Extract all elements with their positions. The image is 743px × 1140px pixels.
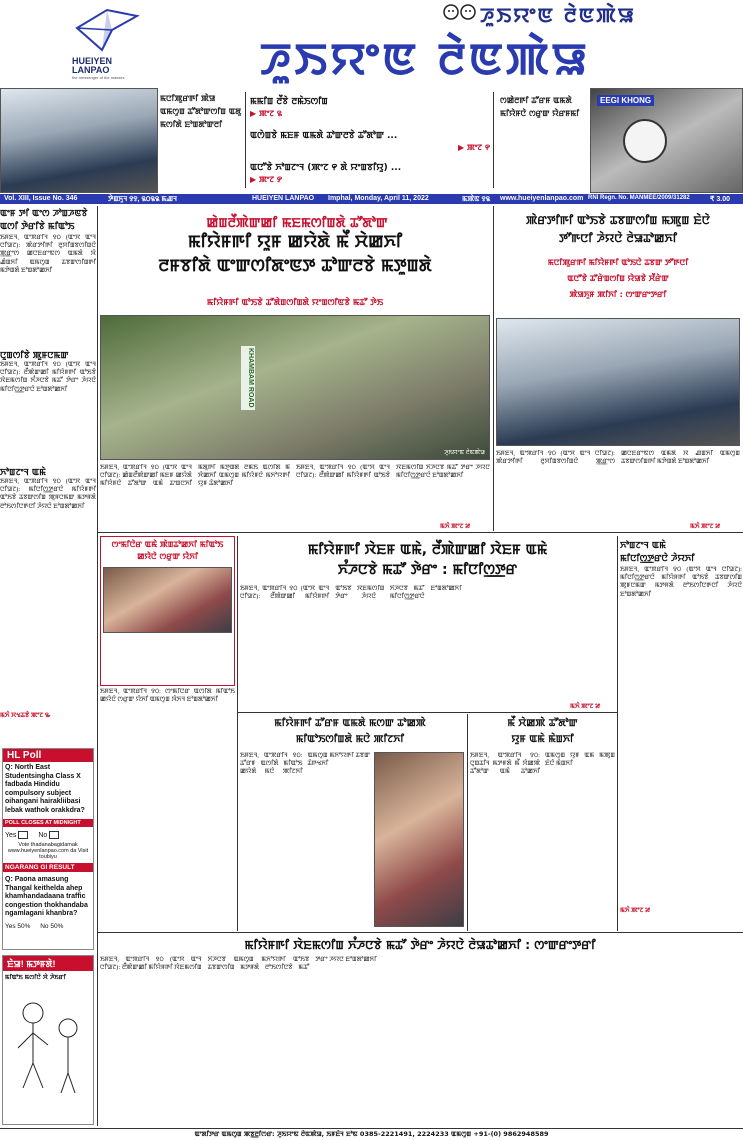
paper-bird-logo-icon xyxy=(72,8,142,52)
right-headline-1: ꯈꯣꯡꯖꯦꯜ ꯑꯃꯥ xyxy=(620,541,666,551)
lead-photo xyxy=(100,315,490,460)
award-headline-1: ꯃꯤꯌꯥꯝꯒꯤ ꯊꯧꯔꯝ ꯑꯃꯗꯥ ꯃꯁꯛ ꯊꯣꯀꯄꯥ xyxy=(274,718,426,729)
lead-body-cont: ꯏꯝꯐꯥꯜ, ꯑꯦꯞꯔꯤꯜ ꯱꯰ (ꯑꯦꯆ ꯑꯦꯜ ꯅꯤꯎꯖ): ꯂꯩꯄꯥꯛꯀꯤ ꯃꯤꯌꯥꯝꯒꯤ ꯑꯣꯏꯕꯥ ꯋꯥꯐꯃꯁꯤꯡ ꯈꯪꯍꯅꯕꯥ ꯃꯊꯧ ꯇꯥꯔꯦ ꯍꯥꯌꯅꯥ ꯃꯤꯅꯤꯁ꯭ꯇꯔꯅꯥ ꯐꯣꯡꯗꯣꯀꯈꯤ xyxy=(296,464,490,480)
left-headline-1: ꯑꯦꯝ ꯇꯤ ꯑꯦꯁ ꯍꯣꯡꯍꯟꯕꯥ xyxy=(0,209,88,219)
press-headline-2: ꯇꯧꯒꯅꯤ ꯍꯥꯌꯅꯥ ꯂꯥꯎꯊꯣꯀꯈꯤ xyxy=(559,231,677,245)
fire-body: ꯏꯝꯐꯥꯜ, ꯑꯦꯞꯔꯤꯜ ꯱꯰: ꯅꯨꯡꯊꯤꯜ ꯃꯇꯝꯗꯥ ꯃꯩ ꯆꯥꯀꯄꯥ ꯊꯧꯗꯣꯛ ꯑꯃꯥ ꯊꯣꯀꯈꯤ ꯑꯃꯁꯨꯡ ꯌꯨꯝ ꯑꯃꯥ ꯃꯄꯨꯡ ꯐꯥꯅꯥ ꯃꯥꯡꯈꯤ xyxy=(470,752,615,776)
seminar-photo xyxy=(103,567,232,633)
teaser-item-2[interactable]: ꯑꯁꯥꯡꯕꯥ ꯃꯐꯝ ꯑꯃꯗꯥ ꯊꯣꯛꯂꯕꯥ ꯊꯧꯗꯣꯛ ... ▶ ꯄꯦꯖ ꯵ xyxy=(250,131,490,152)
left-story-1-body: ꯏꯝꯐꯥꯜ, ꯑꯦꯞꯔꯤꯜ ꯱꯰ (ꯑꯦꯆ ꯑꯦꯜ ꯅꯤꯎꯖ): ꯄꯥꯔꯇꯤꯒꯤ ꯂꯨꯆꯤꯡꯕꯁꯤꯡꯅꯥ ꯄ꯭ꯔꯦꯁ ꯀꯅꯐꯔꯦꯟꯁ ꯑꯃꯗꯥ ꯋꯥ ꯉꯥꯡꯈꯤ ꯑꯃꯁꯨꯡ ꯊꯕꯛꯁꯤꯡꯒꯤ ꯃꯇꯥꯡꯗꯥ ꯐꯣꯡꯗꯣꯀꯈꯤ xyxy=(0,234,96,274)
mid-more[interactable]: ꯃꯈꯥ ꯄꯦꯖ ꯷ xyxy=(570,703,601,710)
press-headline-1: ꯄꯥꯔꯇꯤꯒꯤ ꯑꯣꯏꯕꯥ ꯊꯕꯛꯁꯤꯡ ꯃꯄꯨꯡ ꯐꯥꯅꯥ xyxy=(526,213,710,227)
right-headline-2: ꯃꯤꯅꯤꯁ꯭ꯇꯔꯅꯥ ꯍꯥꯌꯈꯤ xyxy=(620,554,695,564)
logo-text: HUEIYEN LANPAO xyxy=(72,56,113,75)
lead-more[interactable]: ꯃꯈꯥ ꯄꯦꯖ ꯷ xyxy=(440,523,471,530)
seminar-box xyxy=(100,536,235,686)
seminar-headline: ꯁꯦꯃꯤꯅꯥꯔ ꯑꯃꯥ ꯄꯥꯡꯊꯣꯀꯈꯤ ꯃꯤꯑꯣꯏ ꯀꯌꯥꯅꯥ ꯁꯔꯨꯛ ꯌꯥꯈꯤ xyxy=(111,540,224,561)
teaser-item-3[interactable]: ꯑꯅꯧꯕꯥ ꯈꯣꯡꯖꯦꯜ (ꯄꯦꯖ ꯵ ꯗꯥ ꯌꯦꯡꯕꯤꯌꯨ) ... ▶ ꯄꯦꯖ ꯸ xyxy=(250,163,402,184)
poll-no-checkbox[interactable] xyxy=(49,831,59,839)
hl-poll: HL Poll Q: North East Studentsingha Class X fadbada Hindidu compulsory subject oihangani hairakliibasi lebak wathok orakkdra? POLL CLOSES AT MIDNIGHT Yes No Vote thadanabagidamak www.hueiyenlanpao.com da Visit toubiyu NGARANG GI RESULT Q: Paona amasung Thangal keithelda ahep khamhandadaana traffic congestion thokhandaba ngamlagani khanbra? Yes 50% No 50% xyxy=(2,748,94,950)
left-col-more[interactable]: ꯃꯈꯥ ꯆꯠꯊꯕꯥ ꯄꯦꯖ ꯳ xyxy=(0,712,51,719)
mid-headline-2: ꯈꯪꯍꯅꯕꯥ ꯃꯊꯧ ꯇꯥꯔꯦ : ꯃꯤꯅꯤꯁ꯭ꯇꯔ xyxy=(337,562,518,578)
teaser-item-1[interactable]: ꯃꯃꯤꯡ ꯂꯩꯕꯥ ꯂꯃꯥꯏꯁꯤꯡ ▶ ꯄꯦꯖ ꯲ xyxy=(250,97,328,118)
press-more[interactable]: ꯃꯈꯥ ꯄꯦꯖ ꯷ xyxy=(690,523,721,530)
press-photo xyxy=(496,318,740,446)
cartoon-title: ꯐꯥꯎ! ꯃꯇꯝꯗꯥ! xyxy=(3,956,93,971)
masthead xyxy=(0,0,743,90)
masthead-title: ꯍꯨꯏꯌꯦꯟ ꯂꯥꯟꯄꯥꯎ xyxy=(259,34,591,85)
left-column xyxy=(0,206,96,806)
fire-headline-2: ꯌꯨꯝ ꯑꯃꯥ ꯃꯥꯡꯈꯤ xyxy=(511,734,574,745)
cartoon-drawing-icon xyxy=(3,983,93,1103)
press-sub-2: ꯑꯅꯧꯕꯥ ꯊꯧꯔꯥꯡꯁꯤꯡ ꯌꯥꯎꯕꯥ ꯆꯩꯔꯥꯛ xyxy=(567,274,669,283)
lead-photo-credit: ꯍꯨꯏꯌꯦꯟ ꯂꯥꯟꯄꯥꯎ xyxy=(444,450,485,456)
teaser-right-photo: EEGI KHONG xyxy=(590,88,743,193)
left-headline-2: ꯑꯁꯤ ꯇꯥꯔꯤꯕꯥ ꯃꯤꯑꯣꯏ xyxy=(0,222,75,232)
bottom-headline: ꯃꯤꯌꯥꯝꯒꯤ ꯋꯥꯐꯃꯁꯤꯡ ꯈꯪꯍꯅꯕꯥ ꯃꯊꯧ ꯇꯥꯔꯦ ꯍꯥꯌꯅꯥ ꯂꯥꯎꯊꯣꯀꯈꯤ : ꯁꯦꯛꯔꯦꯇꯔꯤ xyxy=(244,938,596,952)
fire-headline-1: ꯃꯩ ꯆꯥꯀꯄꯥ ꯊꯧꯗꯣꯛ xyxy=(507,718,578,729)
road-sign-label: KHAMBAM ROAD xyxy=(241,346,255,410)
left-story-3-body: ꯏꯝꯐꯥꯜ, ꯑꯦꯞꯔꯤꯜ ꯱꯰ (ꯑꯦꯆ ꯑꯦꯜ ꯅꯤꯎꯖ): ꯃꯤꯅꯤꯁ꯭ꯇꯔꯅꯥ ꯃꯤꯌꯥꯝꯒꯤ ꯑꯣꯏꯕꯥ ꯊꯕꯛꯁꯤꯡ ꯄꯨꯝꯅꯃꯛ ꯃꯇꯝꯗꯥ ꯂꯣꯏꯁꯤꯅꯒꯅꯤ ꯍꯥꯌꯅꯥ ꯐꯣꯡꯗꯣꯀꯈꯤ xyxy=(0,478,96,510)
left-headline-4: ꯈꯣꯡꯖꯦꯜ ꯑꯃꯥ xyxy=(0,468,46,478)
poll-result-question: Q: Paona amasung Thangal keithelda ahep khamhandadaana traffic congestion thokhandaba ngamlagani khanbra? xyxy=(5,876,88,917)
info-bar: Vol. XIII, Issue No. 346 ꯇꯥꯡꯈꯨꯜ ꯱꯱, ꯲꯰꯲꯲ ꯃꯉꯜ HUEIYEN LANPAO Imphal, Monday, April 11, 2022 ꯃꯄꯥꯟ ꯱꯲ www.hueiyenlanpao.com RNI Regn. No. MANMEE/2009/31282 ₹ 3.00 xyxy=(0,194,743,204)
poll-question: Q: North East Studentsingha Class X fadbada Hindidu compulsory subject oihangani hairakliibasi lebak wathok orakkdra? xyxy=(5,764,85,814)
award-body: ꯏꯝꯐꯥꯜ, ꯑꯦꯞꯔꯤꯜ ꯱꯰: ꯊꯧꯔꯝ ꯑꯁꯤꯗꯥ ꯃꯤꯑꯣꯏ ꯀꯌꯥꯗꯥ ꯃꯅꯥ ꯄꯤꯖꯈꯤ ꯑꯃꯁꯨꯡ ꯃꯈꯣꯌꯒꯤ ꯊꯕꯛ ꯊꯥꯒꯠꯈꯤ xyxy=(240,752,370,776)
press-body: ꯏꯝꯐꯥꯜ, ꯑꯦꯞꯔꯤꯜ ꯱꯰ (ꯑꯦꯆ ꯑꯦꯜ ꯅꯤꯎꯖ): ꯄꯥꯔꯇꯤꯒꯤ ꯂꯨꯆꯤꯡꯕꯁꯤꯡꯅꯥ ꯄ꯭ꯔꯦꯁ ꯀꯅꯐꯔꯦꯟꯁ ꯑꯃꯗꯥ ꯋꯥ ꯉꯥꯡꯈꯤ ꯑꯃꯁꯨꯡ ꯊꯕꯛꯁꯤꯡꯒꯤ ꯃꯇꯥꯡꯗꯥ ꯐꯣꯡꯗꯣꯀꯈꯤ xyxy=(496,450,740,466)
teaser-left-text: ꯃꯅꯤꯄꯨꯔꯒꯤ ꯄꯥꯎ ꯑꯃꯁꯨꯡ ꯊꯧꯗꯣꯛꯁꯤꯡ ꯑꯗꯨ ꯃꯁꯤꯗꯥ ꯐꯣꯡꯗꯣꯛꯂꯤ xyxy=(160,94,242,129)
lead-headline-2: ꯂꯝꯕꯤꯗꯥ ꯑꯦꯛꯁꯤꯗꯦꯟꯇ ꯊꯣꯛꯂꯕꯥ ꯃꯇꯨꯡꯗꯥ xyxy=(158,256,432,276)
right-col-more[interactable]: ꯃꯈꯥ ꯄꯦꯖ ꯷ xyxy=(620,907,651,914)
left-headline-3: ꯅꯨꯡꯁꯤꯕꯥ ꯄꯨꯝꯅꯃꯛ xyxy=(0,351,69,361)
poll-closes: POLL CLOSES AT MIDNIGHT xyxy=(3,819,93,827)
poll-title: HL Poll xyxy=(3,749,93,762)
right-col-body: ꯏꯝꯐꯥꯜ, ꯑꯦꯞꯔꯤꯜ ꯱꯰ (ꯑꯦꯆ ꯑꯦꯜ ꯅꯤꯎꯖ): ꯃꯤꯅꯤꯁ꯭ꯇꯔꯅꯥ ꯃꯤꯌꯥꯝꯒꯤ ꯑꯣꯏꯕꯥ ꯊꯕꯛꯁꯤꯡ ꯄꯨꯝꯅꯃꯛ ꯃꯇꯝꯗꯥ ꯂꯣꯏꯁꯤꯅꯒꯅꯤ ꯍꯥꯌꯅꯥ ꯐꯣꯡꯗꯣꯀꯈꯤ xyxy=(620,566,742,598)
poll-yes-checkbox[interactable] xyxy=(18,831,28,839)
clock-icon xyxy=(623,119,667,163)
teaser-left-photo xyxy=(0,88,158,193)
lead-headline-1: ꯃꯤꯌꯥꯝꯒꯤ ꯌꯨꯝ ꯀꯌꯥꯗꯥ ꯃꯩ ꯆꯥꯀꯈꯤ xyxy=(187,232,403,252)
cartoon-box: ꯐꯥꯎ! ꯃꯇꯝꯗꯥ! ꯃꯤꯑꯣꯏ ꯃꯁꯤꯅꯥ ꯋꯥ ꯍꯥꯏꯔꯤ xyxy=(2,955,94,1125)
left-story-2-body: ꯏꯝꯐꯥꯜ, ꯑꯦꯞꯔꯤꯜ ꯱꯰ (ꯑꯦꯆ ꯑꯦꯜ ꯅꯤꯎꯖ): ꯂꯩꯄꯥꯛꯀꯤ ꯃꯤꯌꯥꯝꯒꯤ ꯑꯣꯏꯕꯥ ꯋꯥꯐꯃꯁꯤꯡ ꯈꯪꯍꯅꯕꯥ ꯃꯊꯧ ꯇꯥꯔꯦ ꯍꯥꯌꯅꯥ ꯃꯤꯅꯤꯁ꯭ꯇꯔꯅꯥ ꯐꯣꯡꯗꯣꯀꯈꯤ xyxy=(0,361,96,393)
logo xyxy=(72,8,142,80)
award-headline-2: ꯃꯤꯑꯣꯏꯁꯤꯡꯗꯥ ꯃꯅꯥ ꯄꯤꯖꯈꯤ xyxy=(295,734,405,745)
press-sub-3: ꯄꯥꯎꯈꯨꯝ ꯄꯤꯈꯤ : ꯁꯦꯛꯔꯦꯇꯔꯤ xyxy=(569,290,667,299)
lead-subhead: ꯃꯤꯌꯥꯝꯒꯤ ꯑꯣꯏꯕꯥ ꯊꯧꯗꯥꯡꯁꯤꯡꯗꯥ ꯌꯦꯡꯁꯤꯟꯕꯥ ꯃꯊꯧ ꯇꯥꯏ xyxy=(206,298,384,308)
masthead-top-line: ꯍꯨꯏꯌꯦꯟ ꯂꯥꯟꯄꯥꯎ xyxy=(480,3,636,27)
bottom-body: ꯏꯝꯐꯥꯜ, ꯑꯦꯞꯔꯤꯜ ꯱꯰ (ꯑꯦꯆ ꯑꯦꯜ ꯅꯤꯎꯖ): ꯂꯩꯄꯥꯛꯀꯤ ꯃꯤꯌꯥꯝꯒꯤ ꯋꯥꯐꯃꯁꯤꯡ ꯈꯪꯍꯅꯕꯥ ꯑꯃꯁꯨꯡ ꯃꯈꯣꯌꯒꯤ ꯑꯣꯏꯕꯥ ꯊꯕꯛꯁꯤꯡ ꯃꯇꯝꯗꯥ ꯂꯣꯏꯁꯤꯅꯕꯥ ꯃꯊꯧ ꯇꯥꯔꯦ ꯍꯥꯌꯅꯥ ꯐꯣꯡꯗꯣꯀꯈꯤ xyxy=(100,956,377,972)
poll-result-head: NGARANG GI RESULT xyxy=(3,863,93,872)
logo-tagline: the messenger of the masses xyxy=(72,75,125,80)
faces-icon xyxy=(442,2,478,26)
right-column xyxy=(620,538,742,933)
mid-headline-1: ꯃꯤꯌꯥꯝꯒꯤ ꯋꯥꯐꯝ ꯑꯃꯥ, ꯂꯩꯄꯥꯛꯀꯤ ꯋꯥꯐꯝ ꯑꯃꯥ xyxy=(307,542,548,558)
poll-vote-text[interactable]: Vote thadanabagidamak www.hueiyenlanpao.com da Visit toubiyu xyxy=(7,842,89,860)
mid-body: ꯏꯝꯐꯥꯜ, ꯑꯦꯞꯔꯤꯜ ꯱꯰ (ꯑꯦꯆ ꯑꯦꯜ ꯅꯤꯎꯖ): ꯂꯩꯄꯥꯛꯀꯤ ꯃꯤꯌꯥꯝꯒꯤ ꯑꯣꯏꯕꯥ ꯋꯥꯐꯃꯁꯤꯡ ꯈꯪꯍꯅꯕꯥ ꯃꯊꯧ ꯇꯥꯔꯦ ꯍꯥꯌꯅꯥ ꯃꯤꯅꯤꯁ꯭ꯇꯔꯅꯥ ꯐꯣꯡꯗꯣꯀꯈꯤ xyxy=(240,585,462,601)
teaser-right-text: ꯁꯀꯥꯂꯒꯤ ꯊꯧꯔꯝ ꯑꯃꯗꯥ ꯃꯤꯌꯥꯝꯅꯥ ꯁꯔꯨꯛ ꯌꯥꯔꯝꯃꯤ xyxy=(500,96,580,118)
seminar-body: ꯏꯝꯐꯥꯜ, ꯑꯦꯞꯔꯤꯜ ꯱꯰: ꯁꯦꯃꯤꯅꯥꯔ ꯑꯁꯤꯗꯥ ꯃꯤꯑꯣꯏ ꯀꯌꯥꯅꯥ ꯁꯔꯨꯛ ꯌꯥꯈꯤ ꯑꯃꯁꯨꯡ ꯋꯥꯈꯜ ꯐꯣꯡꯗꯣꯀꯈꯤ xyxy=(100,688,235,704)
footer-line: ꯑꯦꯗꯤꯇꯔ ꯑꯃꯁꯨꯡ ꯄꯕ꯭ꯂꯤꯁꯔ: ꯍꯨꯏꯌꯦꯟ ꯂꯥꯟꯄꯥꯎ, ꯏꯝꯐꯥꯜ ꯐꯣꯟ 0385-2221491, 2224233 ꯑꯃꯁꯨꯡ +91-(0) 9862948589 xyxy=(194,1130,549,1138)
lead-kicker: ꯀꯥꯡꯂꯩꯄꯥꯛꯀꯤ ꯃꯐꯃꯁꯤꯡꯗꯥ ꯊꯧꯗꯣꯛ xyxy=(206,216,388,231)
award-photo xyxy=(374,752,464,927)
lead-body: ꯏꯝꯐꯥꯜ, ꯑꯦꯞꯔꯤꯜ ꯱꯰ (ꯑꯦꯆ ꯑꯦꯜ ꯅꯤꯎꯖ): ꯀꯥꯡꯂꯩꯄꯥꯛꯀꯤ ꯃꯐꯝ ꯀꯌꯥꯗꯥ ꯃꯤꯌꯥꯝꯅꯥ ꯊꯧꯗꯣꯛ ꯑꯃꯥ ꯊꯦꯡꯅꯈꯤ ꯃꯗꯨꯒꯤ ꯃꯇꯨꯡꯗꯥ ꯂꯃꯥꯏ ꯑꯁꯤꯗꯥ ꯃꯩ ꯆꯥꯀꯈꯤ ꯑꯃꯁꯨꯡ ꯃꯤꯌꯥꯝꯅꯥ ꯃꯈꯣꯌꯒꯤ ꯌꯨꯝ ꯊꯥꯗꯣꯀꯈꯤ xyxy=(100,464,290,488)
press-sub-1: ꯃꯅꯤꯄꯨꯔꯒꯤ ꯃꯤꯌꯥꯝꯒꯤ ꯑꯣꯏꯅꯥ ꯊꯕꯛ ꯇꯧꯒꯅꯤ xyxy=(547,258,689,267)
